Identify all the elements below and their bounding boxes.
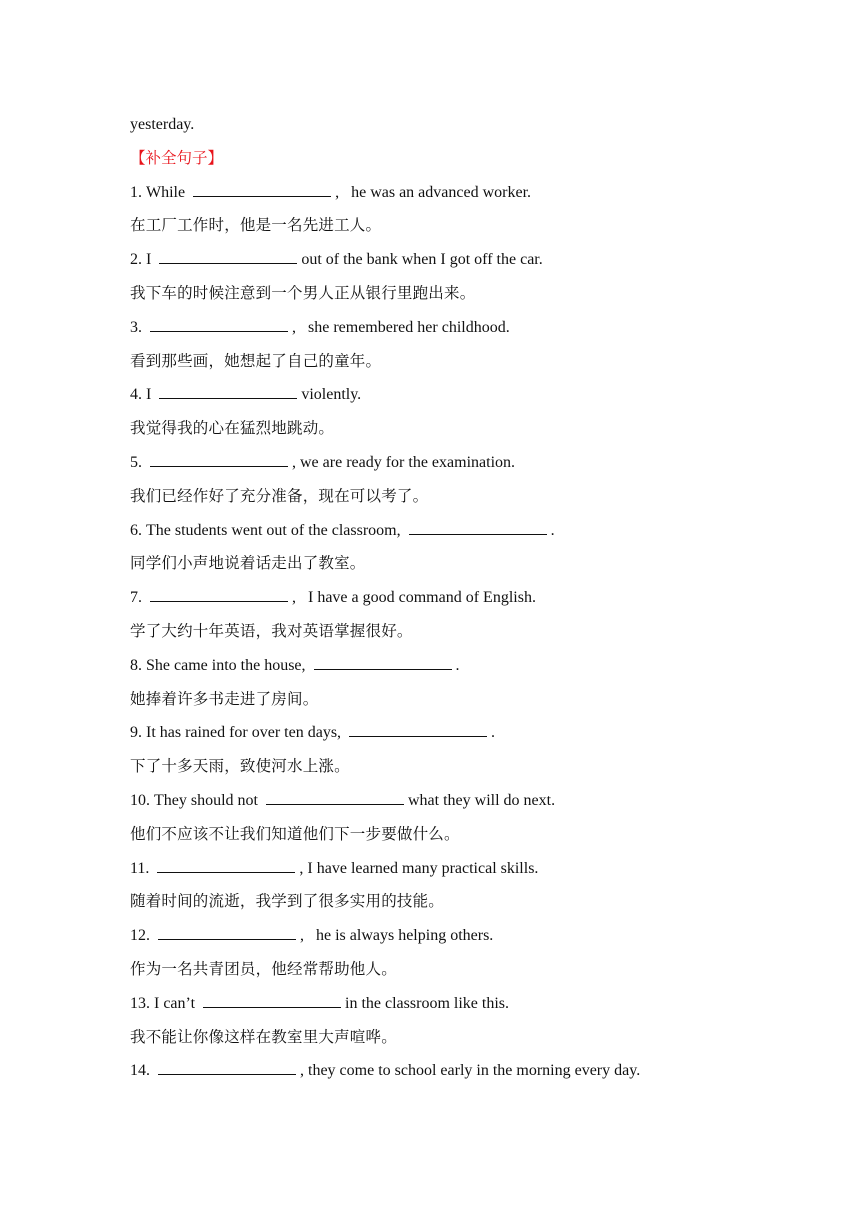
answer-blank[interactable] — [158, 925, 296, 940]
exercise-number: 7. — [130, 589, 142, 607]
exercise-number: 8. — [130, 656, 142, 674]
answer-blank[interactable] — [159, 249, 297, 264]
sentence-suffix: . — [455, 656, 460, 674]
sentence-suffix: , he is always helping others. — [300, 927, 494, 945]
answer-blank[interactable] — [150, 587, 288, 602]
answer-blank[interactable] — [266, 790, 404, 805]
exercise-number: 10. — [130, 791, 150, 809]
sentence-suffix: out of the bank when I got off the car. — [301, 251, 543, 269]
sentence-suffix: , I have learned many practical skills. — [299, 859, 539, 877]
chinese-translation: 随着时间的流逝，我学到了很多实用的技能。 — [130, 892, 445, 911]
chinese-translation: 他们不应该不让我们知道他们下一步要做什么。 — [130, 824, 460, 843]
exercise-number: 6. — [130, 521, 142, 539]
answer-blank[interactable] — [150, 452, 288, 467]
sentence-prefix: The students went out of the classroom, — [146, 521, 401, 539]
chinese-translation: 看到那些画，她想起了自己的童年。 — [130, 351, 382, 370]
exercise-sentence — [130, 987, 770, 1021]
chinese-translation: 我觉得我的心在猛烈地跳动。 — [130, 419, 335, 438]
chinese-translation: 她捧着许多书走进了房间。 — [130, 689, 319, 708]
chinese-translation: 在工厂工作时，他是一名先进工人。 — [130, 216, 382, 235]
sentence-suffix: , she remembered her childhood. — [292, 318, 510, 336]
exercise-sentence — [130, 514, 770, 548]
sentence-prefix: She came into the house, — [146, 656, 306, 674]
sentence-suffix: , he was an advanced worker. — [335, 183, 532, 201]
chinese-translation: 下了十多天雨，致使河水上涨。 — [130, 757, 350, 776]
exercise-list — [130, 176, 770, 1089]
exercise-number: 12. — [130, 927, 150, 945]
answer-blank[interactable] — [314, 655, 452, 670]
answer-blank[interactable] — [349, 722, 487, 737]
answer-blank[interactable] — [193, 182, 331, 197]
chinese-translation: 我不能让你像这样在教室里大声喧哗。 — [130, 1027, 397, 1046]
sentence-suffix: what they will do next. — [408, 791, 556, 809]
exercise-sentence — [130, 852, 770, 886]
sentence-suffix: violently. — [301, 386, 362, 404]
exercise-sentence — [130, 311, 770, 345]
chinese-translation: 学了大约十年英语，我对英语掌握很好。 — [130, 621, 413, 640]
sentence-suffix: , we are ready for the examination. — [292, 453, 516, 471]
sentence-prefix: I — [146, 251, 152, 269]
answer-blank[interactable] — [150, 317, 288, 332]
exercise-number: 3. — [130, 318, 142, 336]
answer-blank[interactable] — [157, 858, 295, 873]
exercise-sentence — [130, 176, 770, 210]
lead-text: yesterday. — [130, 116, 195, 133]
exercise-sentence — [130, 784, 770, 818]
answer-blank[interactable] — [203, 993, 341, 1008]
exercise-sentence — [130, 919, 770, 953]
chinese-translation: 作为一名共青团员，他经常帮助他人。 — [130, 959, 397, 978]
exercise-number: 9. — [130, 724, 142, 742]
answer-blank[interactable] — [159, 384, 297, 399]
sentence-suffix: , I have a good command of English. — [292, 589, 536, 607]
exercise-number: 4. — [130, 386, 142, 404]
sentence-suffix: . — [550, 521, 555, 539]
exercise-number: 1. — [130, 183, 142, 201]
sentence-suffix: . — [491, 724, 496, 742]
answer-blank[interactable] — [409, 520, 547, 535]
exercise-sentence — [130, 446, 770, 480]
answer-blank[interactable] — [158, 1060, 296, 1075]
exercise-sentence — [130, 716, 770, 750]
sentence-prefix: While — [146, 183, 186, 201]
exercise-sentence — [130, 649, 770, 683]
exercise-number: 14. — [130, 1062, 150, 1080]
exercise-number: 2. — [130, 251, 142, 269]
exercise-sentence — [130, 243, 770, 277]
sentence-suffix: , they come to school early in the morning every day. — [300, 1062, 641, 1080]
chinese-translation: 我们已经作好了充分准备，现在可以考了。 — [130, 486, 429, 505]
sentence-prefix: They should not — [154, 791, 258, 809]
exercise-sentence — [130, 1054, 770, 1088]
exercise-number: 11. — [130, 859, 150, 877]
exercise-sentence — [130, 581, 770, 615]
exercise-number: 13. — [130, 994, 150, 1012]
sentence-prefix: I — [146, 386, 152, 404]
chinese-translation: 同学们小声地说着话走出了教室。 — [130, 554, 366, 573]
exercise-number: 5. — [130, 453, 142, 471]
section-title: 【补全句子】 — [130, 148, 224, 167]
exercise-sentence — [130, 378, 770, 412]
chinese-translation: 我下车的时候注意到一个男人正从银行里跑出来。 — [130, 283, 476, 302]
sentence-prefix: I can’t — [154, 994, 196, 1012]
sentence-prefix: It has rained for over ten days, — [146, 724, 342, 742]
sentence-suffix: in the classroom like this. — [345, 994, 509, 1012]
worksheet-page — [130, 108, 770, 1088]
